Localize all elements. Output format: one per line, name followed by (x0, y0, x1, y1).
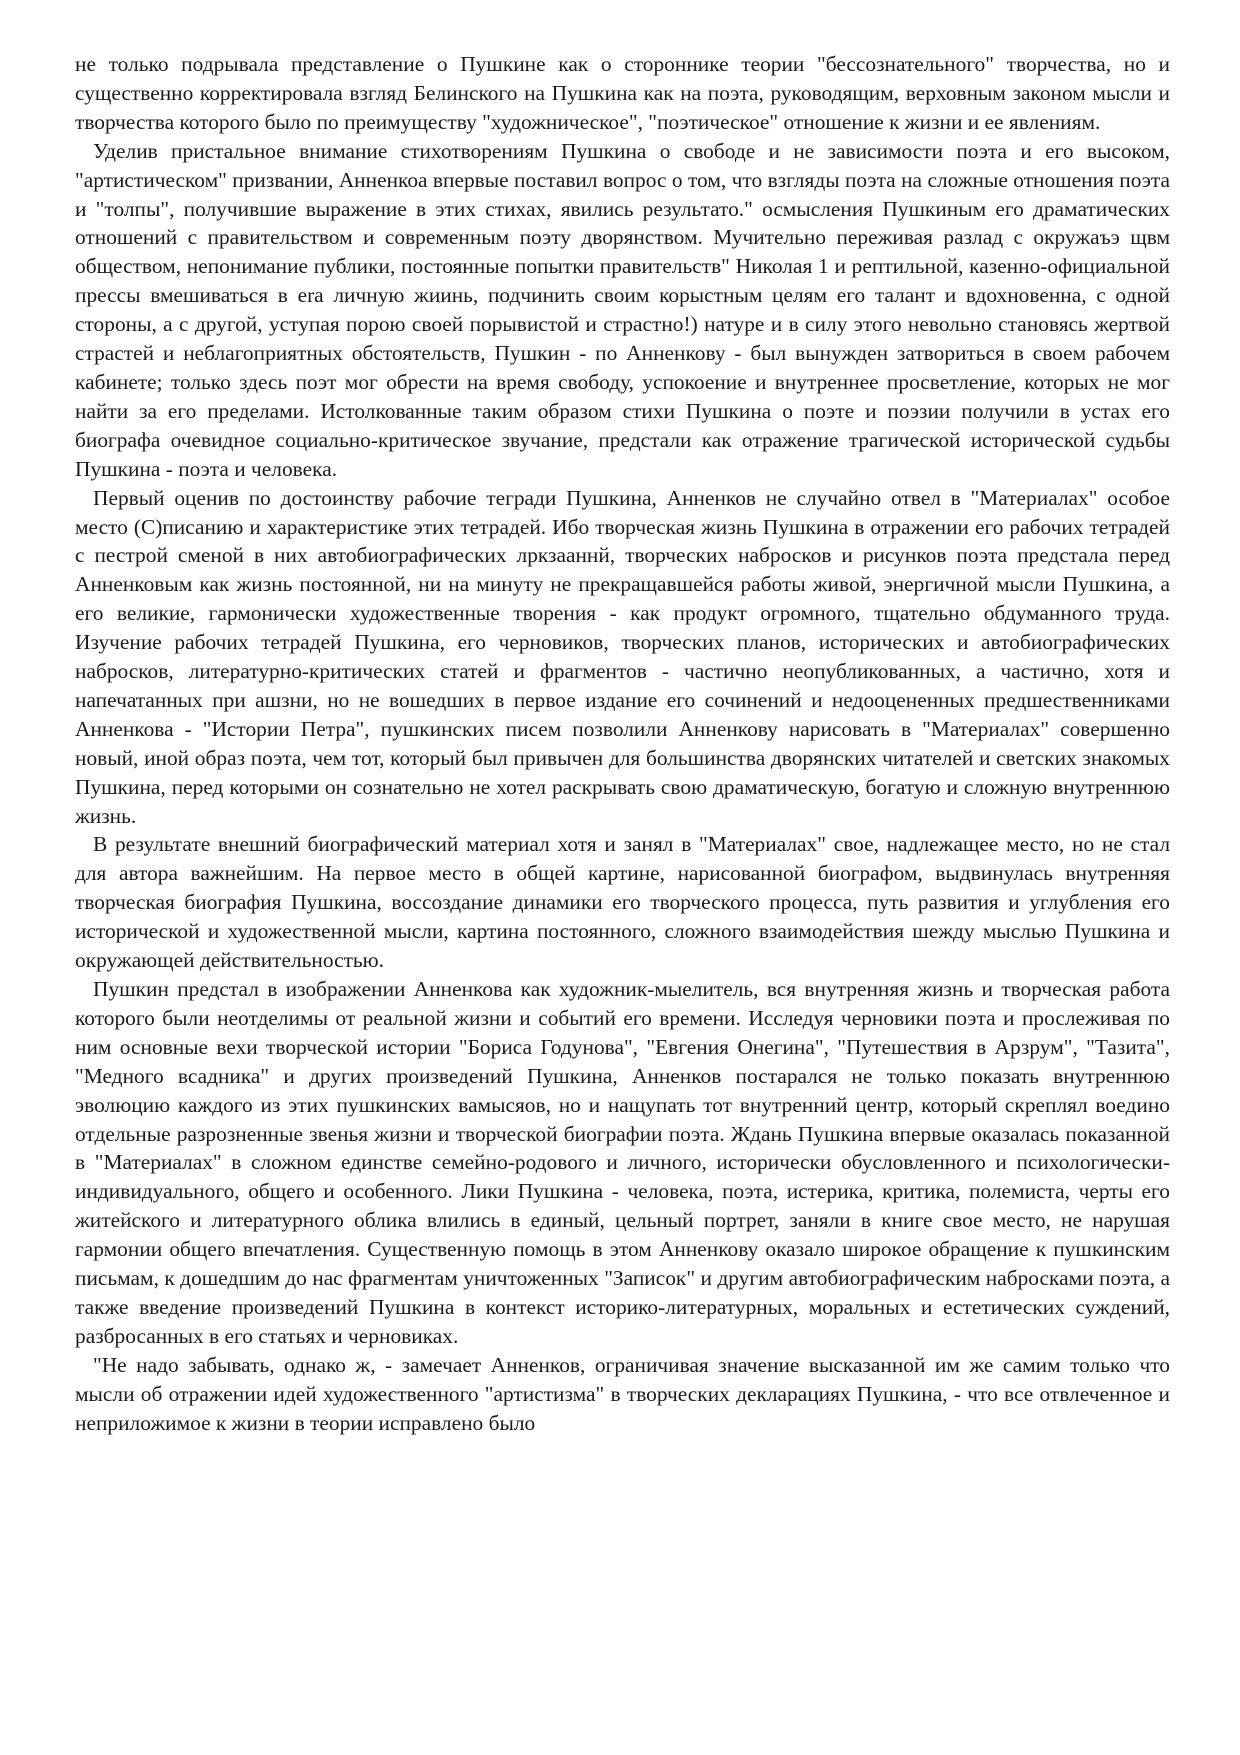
paragraph-quote: "Не надо забывать, однако ж, - замечает Анненков, ограничивая значение высказанной им же самим только что мысли об отражении идей художественного "артистизма" в творческих декларациях Пушкина, - что все отвлеченное и неприложимое к жизни в теории исправлено было (75, 1352, 1170, 1435)
paragraph-working-notebooks: Первый оценив по достоинству рабочие тегради Пушкина, Анненков не случайно отвел в "Материалах" особое место (С)писанию и характеристике этих тетрадей. Ибо творческая жизнь Пушкина в отражении его рабочих тетрадей с пестрой сменой в них автобиографических лркзааннй, творческих набросков и рисунков поэта предстала перед Анненковым как жизнь постоянной, ни на минуту не прекращавшейся работы живой, энергичной мысли Пушкина, а его великие, гармонически художественные творения - как продукт огромного, тщательно обдуманного труда. Изучение рабочих тетрадей Пушкина, его черновиков, творческих планов, исторических и автобиографических набросков, литературно-критических статей и фрагментов - частично неопубликованных, а частично, хотя и напечатанных при ашзни, но не вошедших в первое издание его сочинений и недооцененных предшественниками Анненкова - "Истории Петра", пушкинских писем позволили Анненкову нарисовать в "Материалах" совершенно новый, иной образ поэта, чем тот, который был привычен для большинства дворянских читателей и светских знакомых Пушкина, перед которыми он сознательно не хотел раскрывать свою драматическую, богатую и сложную внутреннюю жизнь. (75, 485, 1170, 828)
paragraph-freedom-poems: Уделив пристальное внимание стихотворениям Пушкина о свободе и не зависимости поэта и его высоком, "артистическом" призвании, Анненкоа впервые поставил вопрос о том, что взгляды поэта на сложные отношения поэта и "толпы", получившие выражение в этих стихах, явились результато." осмысления Пушкиным его драматических отношений с правительством и современным поэту дворянством. Мучительно переживая разлад с окружаъэ щвм обществом, непонимание публики, постоянные попытки правительств" Николая 1 и рептильной, казенно-официальной прессы вмешиваться в era личную жиинь, подчинить своим корыстным целям его талант и вдохновенна, с одной стороны, а с другой, уступая порою своей порывистой и страстно!) натуре и в силу этого невольно становясь жертвой страстей и неблагоприятных обстоятельств, Пушкин - по Анненкову - был вынужден затвориться в своем рабочем кабинете; только здесь поэт мог обрести на время свободу, успокоение и внутреннее просветление, которых не мог найти за его пределами. Истолкованные таким образом стихи Пушкина о поэте и поэзии получили в устах его биографа очевидное социально-критическое звучание, предстали как отражение трагической исторической судьбы Пушкина - поэта и человека. (75, 138, 1170, 481)
paragraph-continuation: не только подрывала представление о Пушкине как о стороннике теории "бессознательного" творчества, но и существенно корректировала взгляд Белинского на Пушкина как на поэта, руководящим, верховным законом мысли и творчества которого было по преимуществу "художническое", "поэтическое" отношение к жизни и ее явлениям. (75, 52, 1170, 134)
document-page (75, 50, 1170, 1438)
paragraph-artist-thinker: Пушкин предстал в изображении Анненкова как художник-мыелитель, вся внутренняя жизнь и творческая работа которого были неотделимы от реальной жизни и событий его времени. Исследуя черновики поэта и прослеживая по ним основные вехи творческой истории "Бориса Годунова", "Евгения Онегина", "Путешествия в Арзрум", "Тазита", "Медного всадника" и других произведений Пушкина, Анненков постарался не только показать внутреннюю эволюцию каждого из этих пушкинских вамысяов, но и нащупать тот внутренний центр, который скреплял воедино отдельные разрозненные звенья жизни и творческой биографии поэта. Ждань Пушкина впервые оказалась показанной в "Материалах" в сложном единстве семейно-родового и личного, исторически обусловленного и психологически-индивидуального, общего и особенного. Лики Пушкина - человека, поэта, истерика, критика, полемиста, черты его житейского и литературного облика влились в единый, цельный портрет, заняли в книге свое место, не нарушая гармонии общего впечатления. Существенную помощь в этом Анненкову оказало широкое обращение к пушкинским письмам, к дошедшим до нас фрагментам уничтоженных "Записок" и другим автобиографическим набросками поэта, а также введение произведений Пушкина в контекст историко-литературных, моральных и естетических суждений, разбросанных в его статьях и черновиках. (75, 977, 1170, 1348)
paragraph-inner-biography: В результате внешний биографический материал хотя и занял в "Материалах" свое, надлежащее место, но не стал для автора важнейшим. На первое место в общей картине, нарисованной биографом, выдвинулась внутренняя творческая биография Пушкина, воссоздание динамики его творческого процесса, путь развития и углубления его исторической и художественной мысли, картина постоянного, сложного взаимодействия шежду мыслью Пушкина и окружающей действительностью. (75, 832, 1170, 973)
